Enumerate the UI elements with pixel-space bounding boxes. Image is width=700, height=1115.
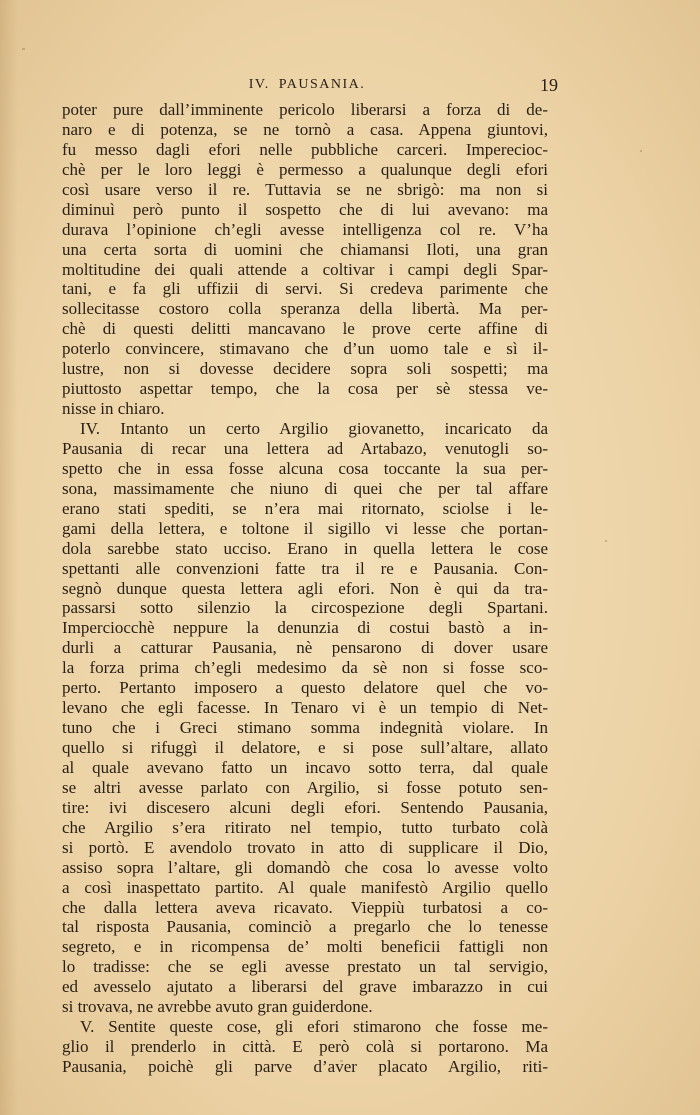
text-line: al quale avevano fatto un incavo sotto terra, dal quale — [62, 757, 548, 777]
text-line: chè di questi delitti mancavano le prove certe affine di — [62, 319, 548, 339]
text-line: gami della lettera, e toltone il sigillo vi lesse che portan- — [62, 518, 548, 538]
paragraph-end-line: nisse in chiaro. — [62, 399, 165, 419]
text-line: perto. Pertanto imposero a questo delatore quel che vo- — [62, 678, 548, 698]
text-line: lo tradisse: che se egli avesse prestato un tal servigio, — [62, 957, 548, 977]
running-head — [62, 75, 558, 99]
text-line: una certa sorta di uomini che chiamansi Iloti, una gran — [62, 239, 548, 259]
text-line: passarsi sotto silenzio la circospezione degli Spartani. — [62, 598, 548, 618]
page-edge-shadow — [0, 0, 18, 1115]
paper-speck — [118, 1010, 120, 1013]
text-line: erano stati spediti, se n’era mai ritornato, sciolse i le- — [62, 498, 548, 518]
section-iv-start-line: IV. Intanto un certo Argilio giovanetto, incaricato da — [80, 419, 548, 438]
text-line: così usare verso il re. Tuttavia se ne sbrigò: ma non si — [62, 179, 548, 199]
text-line: chè per le loro leggi è permesso a qualunque degli efori — [62, 159, 548, 179]
text-line: sona, massimamente che niuno di quei che per tal affare — [62, 478, 548, 498]
text-line: che Argilio s’era ritirato nel tempio, tutto turbato colà — [62, 817, 548, 837]
text-line: se altri avesse parlato con Argilio, si fosse potuto sen- — [62, 777, 548, 797]
text-line: sollecitasse costoro colla speranza della libertà. Ma per- — [62, 299, 548, 319]
text-line: tuno che i Greci stimano somma indegnità violare. In — [62, 718, 548, 738]
text-line: fu messo dagli efori nelle pubbliche carceri. Imperecioc- — [62, 139, 548, 159]
section-v-start-line: V. Sentite queste cose, gli efori stimarono che fosse me- — [80, 1017, 548, 1037]
text-line: naro e di potenza, se ne tornò a casa. Appena giuntovi, — [62, 119, 548, 139]
text-line: glio il prenderlo in città. E però colà si portarono. Ma — [62, 1037, 548, 1057]
text-line: la forza prima ch’egli medesimo da sè non si fosse sco- — [62, 658, 548, 678]
text-line: durava l’opinione ch’egli avesse intelligenza col re. V’ha — [62, 219, 548, 239]
text-line: quello si rifuggì il delatore, e si pose sull’altare, allato — [62, 738, 548, 757]
text-line: ed avesselo ajutato a liberarsi del grave imbarazzo in cui — [62, 977, 548, 997]
text-line: levano che egli facesse. In Tenaro vi è un tempio di Net- — [62, 698, 548, 718]
text-line: tani, e fa gli uffizii di servi. Si credeva parimente che — [62, 279, 548, 299]
text-line: poter pure dall’imminente pericolo liberarsi a forza di de- — [62, 100, 548, 119]
text-line: durli a catturar Pausania, nè pensarono di dover usare — [62, 638, 548, 658]
text-line: poterlo convincere, stimavano che d’un uomo tale e sì il- — [62, 339, 548, 359]
paper-speck — [340, 1060, 343, 1062]
text-line: tire: ivi discesero alcuni degli efori. Sentendo Pausania, — [62, 797, 548, 817]
text-line: segnò dunque questa lettera agli efori. Non è qui da tra- — [62, 578, 548, 598]
paper-speck — [640, 150, 642, 152]
text-line: Imperciocchè neppure la denunzia di costui bastò a in- — [62, 618, 548, 638]
text-line: moltitudine dei quali attende a coltivar i campi degli Spar- — [62, 259, 548, 279]
body-text — [62, 100, 548, 1077]
text-line: piuttosto aspettar tempo, che la cosa per sè stessa ve- — [62, 379, 548, 399]
text-line: diminuì però punto il sospetto che di lui avevano: ma — [62, 199, 548, 219]
text-line: dola sarebbe stato ucciso. Erano in quella lettera le cose — [62, 538, 548, 558]
text-line: lustre, non si dovesse decidere sopra soli sospetti; ma — [62, 359, 548, 379]
chapter-title: IV. PAUSANIA. — [248, 77, 366, 92]
text-line: tal risposta Pausania, cominciò a pregarlo che lo tenesse — [62, 917, 548, 937]
text-line: assiso sopra l’altare, gli domandò che cosa lo avesse volto — [62, 857, 548, 877]
text-line: a così inaspettato partito. Al quale manifestò Argilio quello — [62, 877, 548, 897]
text-line: segreto, e in ricompensa de’ molti beneficii fattigli non — [62, 937, 548, 957]
text-line: Pausania di recar una lettera ad Artabazo, venutogli so- — [62, 438, 548, 458]
text-line: spetto che in essa fosse alcuna cosa toccante la sua per- — [62, 458, 548, 478]
paragraph-end-line: si trovava, ne avrebbe avuto gran guiderdone. — [62, 997, 373, 1017]
text-line: spettanti alle convenzioni fatte tra il re e Pausania. Con- — [62, 558, 548, 578]
text-line: si portò. E avendolo trovato in atto di supplicare il Dio, — [62, 837, 548, 857]
page-number: 19 — [540, 75, 558, 95]
text-line: Pausania, poichè gli parve d’aver placato Argilio, riti- — [62, 1057, 548, 1076]
paper-speck — [605, 540, 607, 542]
text-line: che dalla lettera aveva ricavato. Vieppiù turbatosi a co- — [62, 897, 548, 917]
paper-speck — [22, 48, 25, 50]
